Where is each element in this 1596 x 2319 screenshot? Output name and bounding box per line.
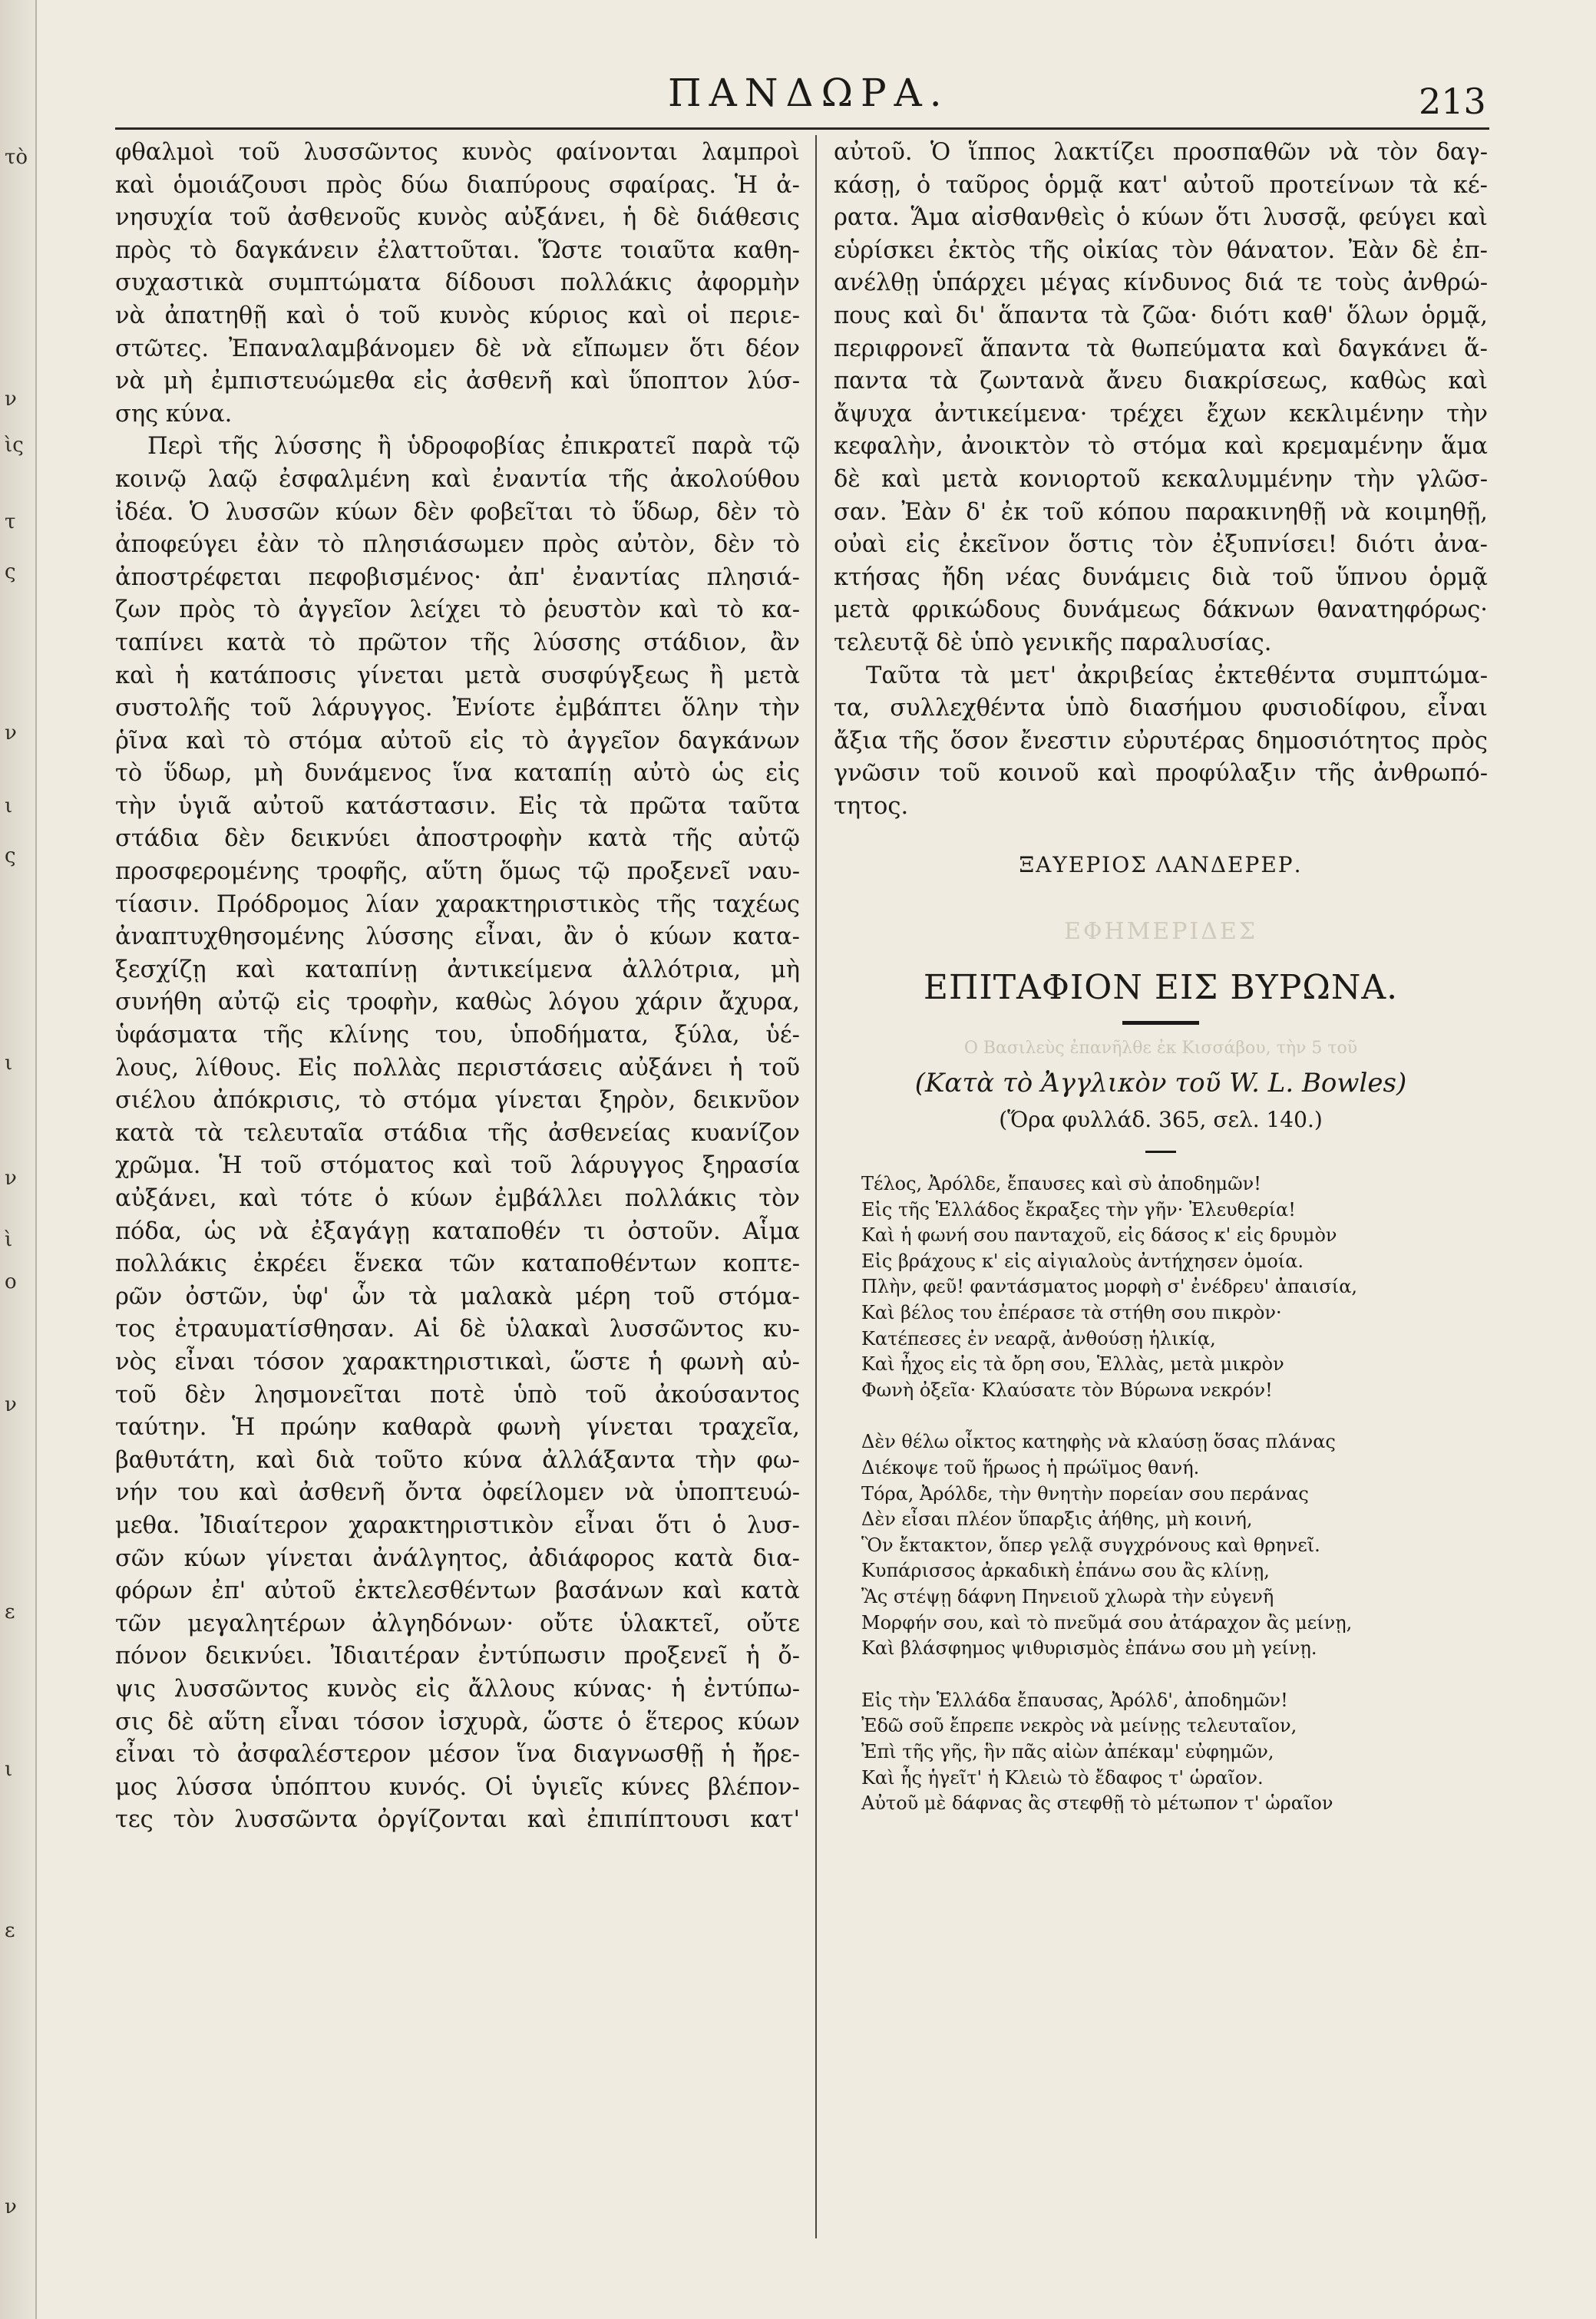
text-line: αὐξάνει, καὶ τότε ὁ κύων ἐμβάλλει πολλάκις τὸν: [115, 1185, 800, 1212]
margin-mark: ο: [5, 1270, 17, 1293]
text-line: καὶ ὁμοιάζουσι πρὸς δύω διαπύρους σφαίρας. Ἡ ἀ-: [115, 171, 800, 199]
text-line: τίασιν. Πρόδρομος λίαν χαρακτηριστικὸς τῆς ταχέως: [115, 890, 800, 918]
verse-line: Καὶ ἧς ἡγεῖτ' ἡ Κλειὼ τὸ ἔδαφος τ' ὡραῖον.: [861, 1766, 1264, 1789]
text-line: τες τὸν λυσσῶντα ὀργίζονται καὶ ἐπιπίπτουσι κατ': [115, 1806, 800, 1834]
text-line: Περὶ τῆς λύσσης ἢ ὑδροφοβίας ἐπικρατεῖ παρὰ τῷ: [147, 433, 800, 461]
text-line: πους καὶ δι' ἅπαντα τὰ ζῶα· διότι καθ' ὅλων ὁρμᾷ,: [834, 302, 1488, 329]
text-line: νὰ μὴ ἐμπιστευώμεθα εἰς ἀσθενῆ καὶ ὕποπτον λύσ-: [115, 368, 800, 395]
text-line: σῶν κύων γίνεται ἀνάλγητος, ἀδιάφορος κατὰ δια-: [115, 1544, 800, 1572]
text-line: σιέλου ἀπόκρισις, τὸ στόμα γίνεται ξηρὸν, δεικνῦον: [115, 1087, 800, 1115]
text-line: ψις λυσσῶντος κυνὸς εἰς ἄλλους κύνας· ἡ ἐντύπω-: [115, 1675, 800, 1703]
verse-line: Εἰς τὴν Ἑλλάδα ἔπαυσας, Ἀρόλδ', ἀποδημῶν!: [861, 1689, 1288, 1711]
stanza-gap: [834, 1662, 1488, 1688]
text-line: τελευτᾷ δὲ ὑπὸ γενικῆς παραλυσίας.: [834, 629, 1272, 656]
text-line: ξεσχίζῃ καὶ καταπίνῃ ἀντικείμενα ἀλλότρια, μὴ: [115, 956, 800, 983]
text-line: ζων πρὸς τὸ ἀγγεῖον λείχει τὸ ῥευστὸν καὶ τὸ κα-: [115, 596, 800, 624]
verse-line: Δὲν εἶσαι πλέον ὕπαρξις ἀήθης, μὴ κοινή,: [861, 1508, 1253, 1531]
text-line: νήν του καὶ ἀσθενῆ ὄντα ὀφείλομεν νὰ ὑποπτευώ-: [115, 1479, 800, 1507]
text-line: παντα τὰ ζωντανὰ ἄνευ διακρίσεως, καθὼς καὶ: [834, 368, 1488, 395]
text-line: πρὸς τὸ δαγκάνειν ἐλαττοῦται. Ὥστε τοιαῦτα καθη-: [115, 236, 800, 264]
verse-line: Ἐδῶ σοῦ ἔπρεπε νεκρὸς νὰ μείνῃς τελευταῖον,: [861, 1715, 1297, 1737]
text-line: εὑρίσκει ἐκτὸς τῆς οἰκίας τὸν θάνατον. Ἐὰν δὲ ἐπ-: [834, 236, 1488, 264]
text-line: πόνον δεικνύει. Ἰδιαιτέραν ἐντύπωσιν προξενεῖ ἡ ὄ-: [115, 1643, 800, 1670]
margin-mark: ν: [5, 1393, 17, 1416]
text-line: Ταῦτα τὰ μετ' ἀκριβείας ἐκτεθέντα συμπτώμα-: [866, 662, 1488, 689]
text-line: βαθυτάτη, καὶ διὰ τοῦτο κύνα ἀλλάξαντα τὴν φω-: [115, 1446, 800, 1474]
verse-line: Καὶ βέλος του ἐπέρασε τὰ στήθη σου πικρὸν·: [861, 1302, 1282, 1323]
text-line: σης κύνα.: [115, 400, 233, 428]
margin-mark: ι: [5, 794, 13, 818]
verse-line: Μορφήν σου, καὶ τὸ πνεῦμά σου ἀτάραχον ἂς μείνῃ,: [861, 1611, 1353, 1634]
text-line: νὰ ἀπατηθῇ καὶ ὁ τοῦ κυνὸς κύριος καὶ οἱ περιε-: [115, 302, 800, 329]
margin-mark: ς: [5, 844, 16, 867]
verse-line: Τέλος, Ἀρόλδε, ἔπαυσες καὶ σὺ ἀποδημῶν!: [861, 1173, 1261, 1195]
text-line: καὶ ἡ κατάποσις γίνεται μετὰ συσφύγξεως ἢ μετὰ: [115, 662, 800, 689]
text-line: πολλάκις ἐκρέει ἕνεκα τῶν καταποθέντων κοπτε-: [115, 1250, 800, 1278]
verse-line: Καὶ ἡ φωνή σου πανταχοῦ, εἰς δάσος κ' εἰς δρυμὸν: [861, 1224, 1337, 1247]
poem-reference: (Ὅρα φυλλάδ. 365, σελ. 140.): [999, 1107, 1323, 1133]
poem-title: ΕΠΙΤΑΦΙΟΝ ΕΙΣ ΒΥΡΩΝΑ.: [923, 967, 1399, 1007]
text-line: στῶτες. Ἐπαναλαμβάνομεν δὲ νὰ εἴπωμεν ὅτι δέον: [115, 335, 800, 362]
verse-line: Φωνὴ ὀξεῖα· Κλαύσατε τὸν Βύρωνα νεκρόν!: [861, 1379, 1273, 1401]
text-line: πόδα, ὡς νὰ ἐξαγάγῃ καταποθέν τι ὀστοῦν. Αἷμα: [115, 1217, 800, 1245]
text-line: στάδια δὲν δεικνύει ἀποστροφὴν κατὰ τῆς αὐτῷ: [115, 825, 800, 853]
text-line: ῥῖνα καὶ τὸ στόμα αὐτοῦ εἰς τὸ ἀγγεῖον δαγκάνων: [115, 727, 800, 755]
text-line: κάσῃ, ὁ ταῦρος ὁρμᾷ κατ' αὐτοῦ προτείνων τὰ κέ-: [834, 171, 1488, 199]
text-line: ὑφάσματα τῆς κλίνης του, ὑποδήματα, ξύλα, ὑέ-: [115, 1022, 800, 1049]
margin-mark: ὶς: [5, 434, 24, 457]
text-line: ρατα. Ἅμα αἰσθανθεὶς ὁ κύων ὅτι λυσσᾷ, φεύγει καὶ: [834, 204, 1488, 232]
page-number: 213: [1419, 81, 1486, 122]
text-line: σις δὲ αὕτη εἶναι τόσον ἰσχυρὰ, ὥστε ὁ ἕτερος κύων: [115, 1708, 800, 1736]
text-line: εἶναι τὸ ἀσφαλέστερον μέσον ἵνα διαγνωσθῇ ἡ ἤρε-: [115, 1741, 800, 1769]
margin-mark: ι: [5, 1052, 13, 1075]
text-line: τὴν ὑγιᾶ αὐτοῦ κατάστασιν. Εἰς τὰ πρῶτα ταῦτα: [115, 792, 800, 820]
text-line: σαν. Ἐὰν δ' ἐκ τοῦ κόπου παρακινηθῇ νὰ κοιμηθῇ,: [834, 498, 1488, 526]
verse-line: Πλὴν, φεῦ! φαντάσματος μορφὴ σ' ἐνέδρευ' ἀπαισία,: [861, 1276, 1358, 1298]
text-line: νησυχία τοῦ ἀσθενοῦς κυνὸς αὐξάνει, ἡ δὲ διάθεσις: [115, 204, 800, 232]
text-line: γνῶσιν τοῦ κοινοῦ καὶ προφύλαξιν τῆς ἀνθρωπό-: [834, 760, 1488, 788]
text-line: κτήσας ἤδη νέας δυνάμεις διὰ τοῦ ὕπνου ὁρμᾷ: [834, 563, 1488, 591]
margin-mark: ε: [5, 1601, 15, 1624]
poem-subtitle: (Κατὰ τὸ Ἀγγλικὸν τοῦ W. L. Bowles): [914, 1067, 1407, 1098]
text-line: συχαστικὰ συμπτώματα δίδουσι πολλάκις ἀφορμὴν: [115, 269, 800, 297]
text-line: νὸς εἶναι τόσον χαρακτηριστικαὶ, ὥστε ἡ φωνὴ αὐ-: [115, 1348, 800, 1376]
column-rule: [815, 135, 817, 2238]
text-line: συστολῆς τοῦ λάρυγγος. Ἐνίοτε ἐμβάπτει ὅλην τὴν: [115, 695, 800, 722]
text-line: τα, συλλεχθέντα ὑπὸ διασήμου φυσιοδίφου, εἶναι: [834, 695, 1488, 722]
margin-mark: ὶ: [5, 1228, 13, 1251]
faded-bleed-line: Ο Βασιλεὺς ἐπανῆλθε ἐκ Κισσάβου, τὴν 5 τοῦ: [963, 1039, 1358, 1059]
margin-mark: ν: [5, 388, 17, 411]
text-line: μος λύσσα ὑπόπτου κυνός. Οἱ ὑγιεῖς κύνες βλέπον-: [115, 1773, 800, 1801]
text-line: ἄψυχα ἀντικείμενα· τρέχει ἔχων κεκλιμένην τὴν: [834, 400, 1488, 428]
text-line: ανέλθῃ ὑπάρχει μέγας κίνδυνος διά τε τοὺς ἀνθρώ-: [834, 269, 1488, 297]
text-line: ἄξια τῆς ὅσον ἔνεστιν εὐρυτέρας δημοσιότητος πρὸς: [834, 727, 1488, 755]
verse-line: Διέκοψε τοῦ ἥρωος ἡ πρώϊμος θανή.: [861, 1456, 1200, 1478]
verse-line: Εἰς βράχους κ' εἰς αἰγιαλοὺς ἀντήχησεν ὁμοία.: [861, 1250, 1304, 1272]
author-signature: ΞΑΥΕΡΙΟΣ ΛΑΝΔΕΡΕΡ.: [1019, 852, 1303, 878]
margin-mark: τ: [5, 510, 16, 534]
verse-line: Κατέπεσες ἐν νεαρᾷ, ἀνθούσῃ ἡλικίᾳ,: [861, 1327, 1216, 1349]
text-line: ρῶν ὀστῶν, ὑφ' ὧν τὰ μαλακὰ μέρη τοῦ στόμα-: [115, 1283, 800, 1310]
text-line: ἀποφεύγει ἐὰν τὸ πλησιάσωμεν πρὸς αὐτὸν, δὲν τὸ: [115, 531, 800, 559]
text-line: ἀναπτυχθησομένης λύσσης εἶναι, ἂν ὁ κύων κατα-: [115, 923, 800, 951]
right-column: [834, 137, 1488, 1817]
text-line: τος ἐτραυματίσθησαν. Αἱ δὲ ὑλακαὶ λυσσῶντος κυ-: [115, 1316, 800, 1343]
verse-line: Τόρα, Ἀρόλδε, τὴν θνητὴν πορείαν σου περάνας: [861, 1482, 1309, 1505]
verse-line: Καὶ ἦχος εἰς τὰ ὄρη σου, Ἑλλὰς, μετὰ μικρὸν: [861, 1353, 1284, 1376]
margin-mark: ι: [5, 1758, 13, 1781]
verse-line: Εἰς τῆς Ἑλλάδος ἔκραξες τὴν γῆν· Ἐλευθερία!: [861, 1198, 1296, 1221]
stanza-gap: [834, 1403, 1488, 1429]
text-line: ταπίνει κατὰ τὸ πρῶτον τῆς λύσσης στάδιον, ἂν: [115, 629, 800, 656]
text-line: κατὰ τὰ τελευταῖα στάδια τῆς ἀσθενείας κυανίζον: [115, 1119, 800, 1147]
text-line: δὲ καὶ μετὰ κονιορτοῦ κεκαλυμμένην τὴν γλῶσ-: [834, 465, 1488, 493]
title-ornament-rule: [1122, 1021, 1199, 1025]
text-line: περιφρονεῖ ἅπαντα τὰ θωπεύματα καὶ δαγκάνει ἅ-: [834, 335, 1488, 362]
verse-line: Ὃν ἔκτακτον, ὅπερ γελᾷ συγχρόνους καὶ θρηνεῖ.: [861, 1534, 1320, 1556]
verse-line: Ἂς στέψῃ δάφνη Πηνειοῦ χλωρὰ τὴν εὐγενῆ: [861, 1585, 1274, 1607]
left-column: [115, 137, 800, 1837]
margin-mark: ε: [5, 1919, 15, 1942]
text-line: ἀποστρέφεται πεφοβισμένος· ἀπ' ἐναντίας πλησιά-: [115, 563, 800, 591]
header-rule: [115, 127, 1489, 130]
text-line: φόρων ἐπ' αὐτοῦ ἐκτελεσθέντων βασάνων καὶ κατὰ: [115, 1577, 800, 1605]
running-title: ΠΑΝΔΩΡΑ.: [668, 71, 950, 115]
text-line: αὐτοῦ. Ὁ ἵππος λακτίζει προσπαθῶν νὰ τὸν δαγ-: [834, 139, 1488, 166]
text-line: κεφαλὴν, ἀνοικτὸν τὸ στόμα καὶ κρεμαμένην ἅμα: [834, 433, 1488, 461]
margin-mark: ν: [5, 2195, 17, 2218]
margin-mark: ν: [5, 722, 17, 745]
text-line: φθαλμοὶ τοῦ λυσσῶντος κυνὸς φαίνονται λαμπροὶ: [115, 139, 800, 166]
text-line: οὐαὶ εἰς ἐκεῖνον ὅστις τὸν ἐξυπνίσει! διότι ἀνα-: [834, 531, 1488, 559]
faded-bleed-heading: ΕΦΗΜΕΡΙΔΕΣ: [1063, 918, 1258, 946]
text-line: τητος.: [834, 792, 909, 820]
verse-line: Ἐπὶ τῆς γῆς, ἣν πᾶς αἰὼν ἀπέκαμ' εὐφημῶν,: [861, 1740, 1274, 1762]
margin-mark: τὸ: [5, 146, 28, 169]
text-line: ἰδέα. Ὁ λυσσῶν κύων δὲν φοβεῖται τὸ ὕδωρ, δὲν τὸ: [115, 498, 800, 526]
verse-line: Καὶ βλάσφημος ψιθυρισμὸς ἐπάνω σου μὴ γείνῃ.: [861, 1637, 1317, 1660]
text-line: μεθα. Ἰδιαίτερον χαρακτηριστικὸν εἶναι ὅτι ὁ λυσ-: [115, 1511, 800, 1539]
margin-mark: ς: [5, 560, 16, 583]
text-line: ταύτην. Ἡ πρώην καθαρὰ φωνὴ γίνεται τραχεῖα,: [115, 1414, 800, 1442]
text-line: κοινῷ λαῷ ἐσφαλμένη καὶ ἐναντία τῆς ἀκολούθου: [115, 465, 800, 493]
text-line: τοῦ δὲν λησμονεῖται ποτὲ ὑπὸ τοῦ ἀκούσαντος: [115, 1381, 800, 1409]
section-rule: [1145, 1151, 1176, 1153]
text-line: τὸ ὕδωρ, μὴ δυνάμενος ἵνα καταπίῃ αὐτὸ ὡς εἰς: [115, 760, 800, 788]
verse-line: Κυπάρισσος ἀρκαδικὴ ἐπάνω σου ἂς κλίνῃ,: [861, 1560, 1270, 1582]
text-line: τῶν μεγαλητέρων ἀλγηδόνων· οὔτε ὑλακτεῖ, οὔτε: [115, 1610, 800, 1637]
adjacent-page-edge: [0, 0, 37, 2319]
text-line: λους, λίθους. Εἰς πολλὰς περιστάσεις αὐξάνει ἡ τοῦ: [115, 1054, 800, 1082]
verse-line: Δὲν θέλω οἶκτος κατηφὴς νὰ κλαύσῃ ὅσας πλάνας: [861, 1431, 1336, 1453]
verse-line: Αὐτοῦ μὲ δάφνας ἂς στεφθῇ τὸ μέτωπον τ' ὡραῖον: [861, 1792, 1333, 1815]
text-line: μετὰ φρικώδους δυνάμεως δάκνων θανατηφόρως·: [834, 596, 1488, 624]
text-line: προσφερομένης τροφῆς, αὕτη ὅμως τῷ προξενεῖ ναυ-: [115, 858, 800, 886]
margin-mark: ν: [5, 1167, 17, 1190]
text-line: χρῶμα. Ἡ τοῦ στόματος καὶ τοῦ λάρυγγος ξηρασία: [115, 1152, 800, 1180]
text-line: συνήθη αὐτῷ εἰς τροφὴν, καθὼς λόγου χάριν ἄχυρα,: [115, 989, 800, 1016]
